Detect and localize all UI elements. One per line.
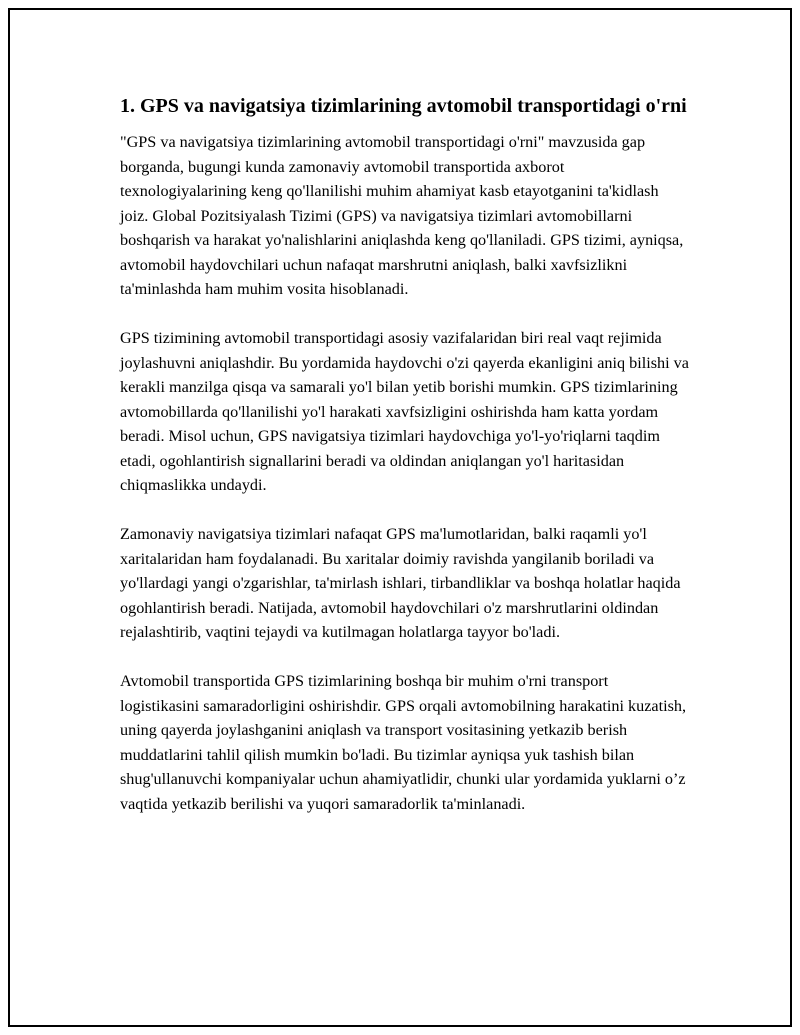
document-body [120, 92, 690, 841]
paragraph-3: Zamonaviy navigatsiya tizimlari nafaqat GPS ma'lumotlaridan, balki raqamli yo'l xaritalaridan ham foydalanadi. Bu xaritalar doimiy ravishda yangilanib boriladi va yo'llardagi yangi o'zgarishlar, ta'mirlash ishlari, tirbandliklar va boshqa holatlar haqida ogohlantirish beradi. Natijada, avtomobil haydovchilari o'z marshrutlarini oldindan rejalashtirib, vaqtini tejaydi va kutilmagan holatlarga tayyor bo'ladi. [120, 525, 681, 641]
paragraph-4: Avtomobil transportida GPS tizimlarining boshqa bir muhim o'rni transport logistikasini samaradorligini oshirishdir. GPS orqali avtomobilning harakatini kuzatish, uning qayerda joylashganini aniqlash va transport vositasining yetkazib berish muddatlarini tahlil qilish mumkin bo'ladi. Bu tizimlar ayniqsa yuk tashish bilan shug'ullanuvchi kompaniyalar uchun ahamiyatlidir, chunki ular yordamida yuklarni o’z vaqtida yetkazib berilishi va yuqori samaradorlik ta'minlanadi. [120, 672, 687, 813]
page-frame [8, 8, 792, 1027]
paragraph-1: "GPS va navigatsiya tizimlarining avtomobil transportidagi o'rni" mavzusida gap borganda, bugungi kunda zamonaviy avtomobil transportida axborot texnologiyalarining keng qo'llanilishi muhim ahamiyat kasb etayotganini ta'kidlash joiz. Global Pozitsiyalash Tizimi (GPS) va navigatsiya tizimlari avtomobillarni boshqarish va harakat yo'nalishlarini aniqlashda keng qo'llaniladi. GPS tizimi, ayniqsa, avtomobil haydovchilari uchun nafaqat marshrutni aniqlash, balki xavfsizlikni ta'minlashda ham muhim vosita hisoblanadi. [120, 133, 684, 298]
section-heading: 1. GPS va navigatsiya tizimlarining avtomobil transportidagi o'rni [120, 95, 687, 117]
paragraph-2: GPS tizimining avtomobil transportidagi asosiy vazifalaridan biri real vaqt rejimida joylashuvni aniqlashdir. Bu yordamida haydovchi o'zi qayerda ekanligini aniq bilishi va kerakli manzilga qisqa va samarali yo'l bilan yetib borishi mumkin. GPS tizimlarining avtomobillarda qo'llanilishi yo'l harakati xavfsizligini oshirishda ham katta yordam beradi. Misol uchun, GPS navigatsiya tizimlari haydovchiga yo'l-yo'riqlarni taqdim etadi, ogohlantirish signallarini beradi va oldindan aniqlangan yo'l haritasidan chiqmaslikka undaydi. [120, 329, 689, 494]
